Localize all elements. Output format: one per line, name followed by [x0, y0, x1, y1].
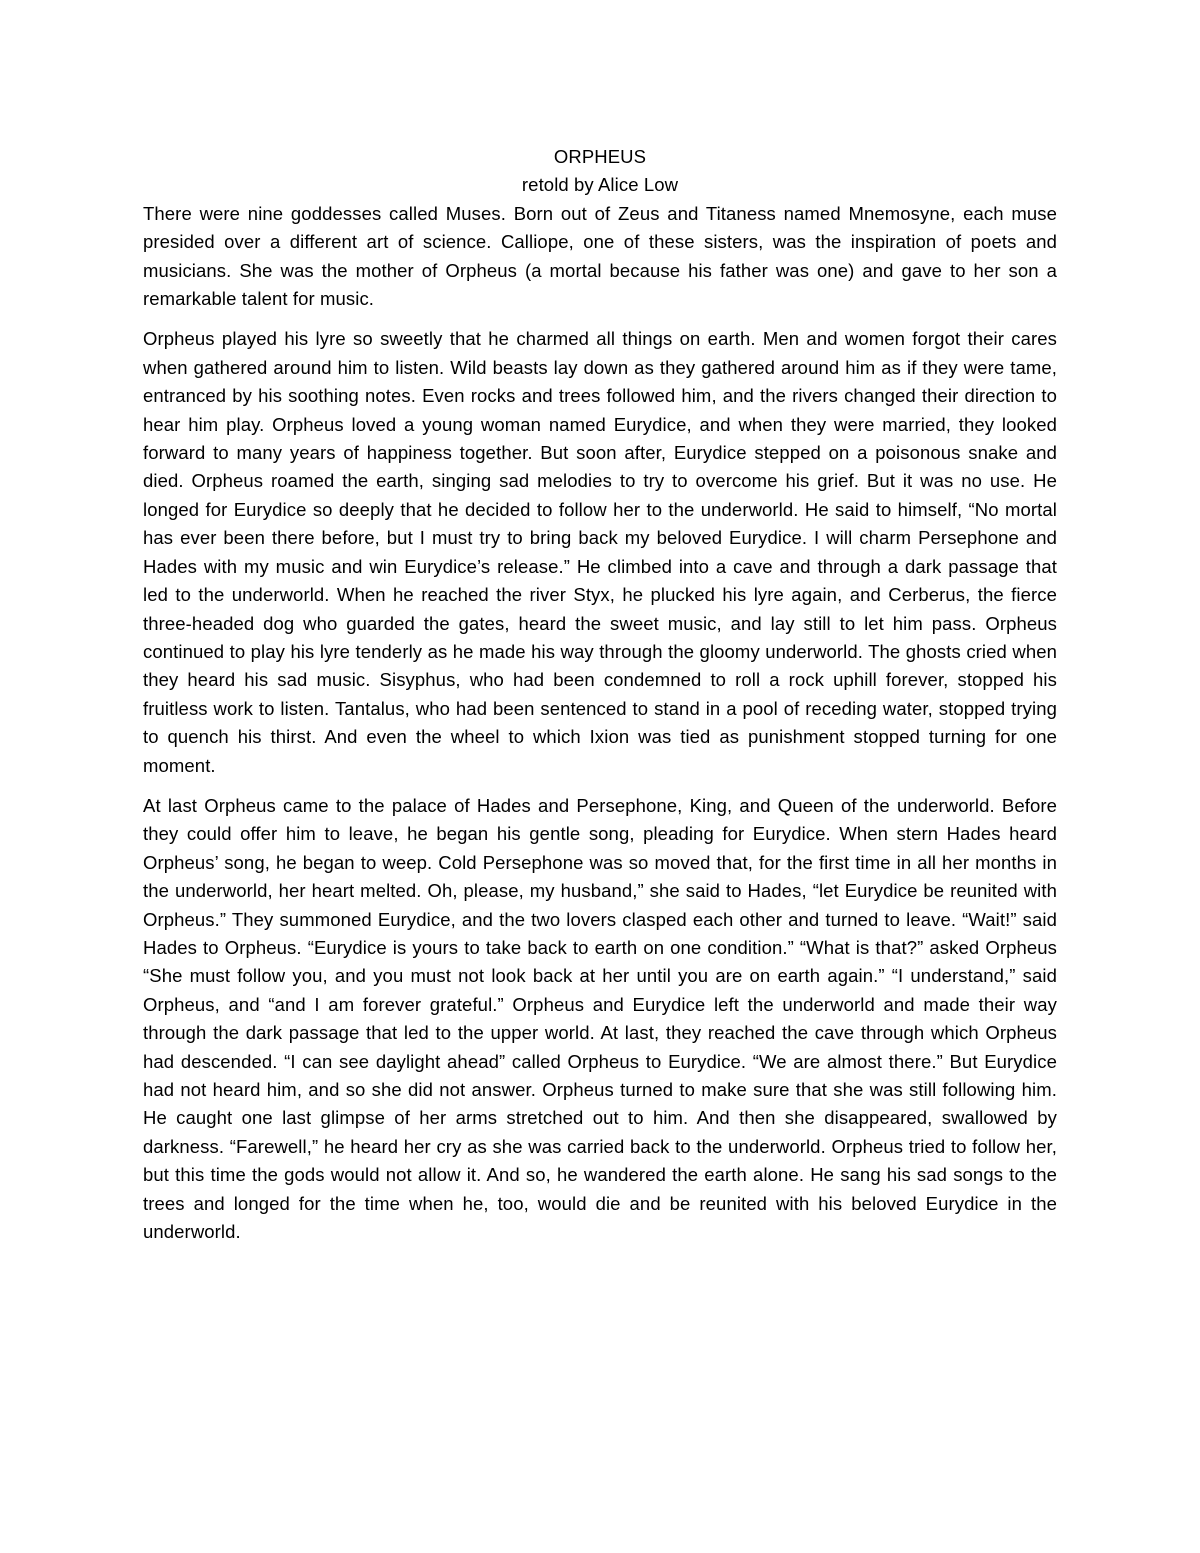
paragraph-palace-of-hades: At last Orpheus came to the palace of Hades and Persephone, King, and Queen of the underworld. Before they could offer him to leave, he began his gentle song, pleading for Eurydice. When stern Hades heard Orpheus’ song, he began to weep. Cold Persephone was so moved that, for the first time in all her months in the underworld, her heart melted. Oh, please, my husband,” she said to Hades, “let Eurydice be reunited with Orpheus.” They summoned Eurydice, and the two lovers clasped each other and turned to leave. “Wait!” said Hades to Orpheus. “Eurydice is yours to take back to earth on one condition.” “What is that?” asked Orpheus “She must follow you, and you must not look back at her until you are on earth again.” “I understand,” said Orpheus, and “and I am forever grateful.” Orpheus and Eurydice left the underworld and made their way through the dark passage that led to the upper world. At last, they reached the cave through which Orpheus had descended. “I can see daylight ahead” called Orpheus to Eurydice. “We are almost there.” But Eurydice had not heard him, and so she did not answer. Orpheus turned to make sure that she was still following him. He caught one last glimpse of her arms stretched out to him. And then she disappeared, swallowed by darkness. “Farewell,” he heard her cry as she was carried back to the underworld. Orpheus tried to follow her, but this time the gods would not allow it. And so, he wandered the earth alone. He sang his sad songs to the trees and longed for the time when he, too, would die and be reunited with his beloved Eurydice in the underworld.	[143, 794, 1057, 1243]
paragraph-underworld-journey: Orpheus played his lyre so sweetly that he charmed all things on earth. Men and women forgot their cares when gathered around him to listen. Wild beasts lay down as they gathered around him as if they were tame, entranced by his soothing notes. Even rocks and trees followed him, and the rivers changed their direction to hear him play. Orpheus loved a young woman named Eurydice, and when they were married, they looked forward to many years of happiness together. But soon after, Eurydice stepped on a poisonous snake and died. Orpheus roamed the earth, singing sad melodies to try to overcome his grief. But it was no use. He longed for Eurydice so deeply that he decided to follow her to the underworld. He said to himself, “No mortal has ever been there before, but I must try to bring back my beloved Eurydice. I will charm Persephone and Hades with my music and win Eurydice’s release.” He climbed into a cave and through a dark passage that led to the underworld. When he reached the river Styx, he plucked his lyre again, and Cerberus, the fierce three-headed dog who guarded the gates, heard the sweet music, and lay still to let him pass. Orpheus continued to play his lyre tenderly as he made his way through the gloomy underworld. The ghosts cried when they heard his sad music. Sisyphus, who had been condemned to roll a rock uphill forever, stopped his fruitless work to listen. Tantalus, who had been sentenced to stand in a pool of receding water, stopped trying to quench his thirst. And even the wheel to which Ixion was tied as punishment stopped turning for one moment.	[143, 328, 1057, 776]
paragraph-muses: There were nine goddesses called Muses. Born out of Zeus and Titaness named Mnemosyne, each muse presided over a different art of science. Calliope, one of these sisters, was the inspiration of poets and musicians. She was the mother of Orpheus (a mortal because his father was one) and gave to her son a remarkable talent for music.	[143, 202, 1057, 310]
document-body	[143, 143, 1057, 1246]
document-byline: retold by Alice Low	[521, 174, 679, 196]
document-title: ORPHEUS	[553, 146, 647, 167]
